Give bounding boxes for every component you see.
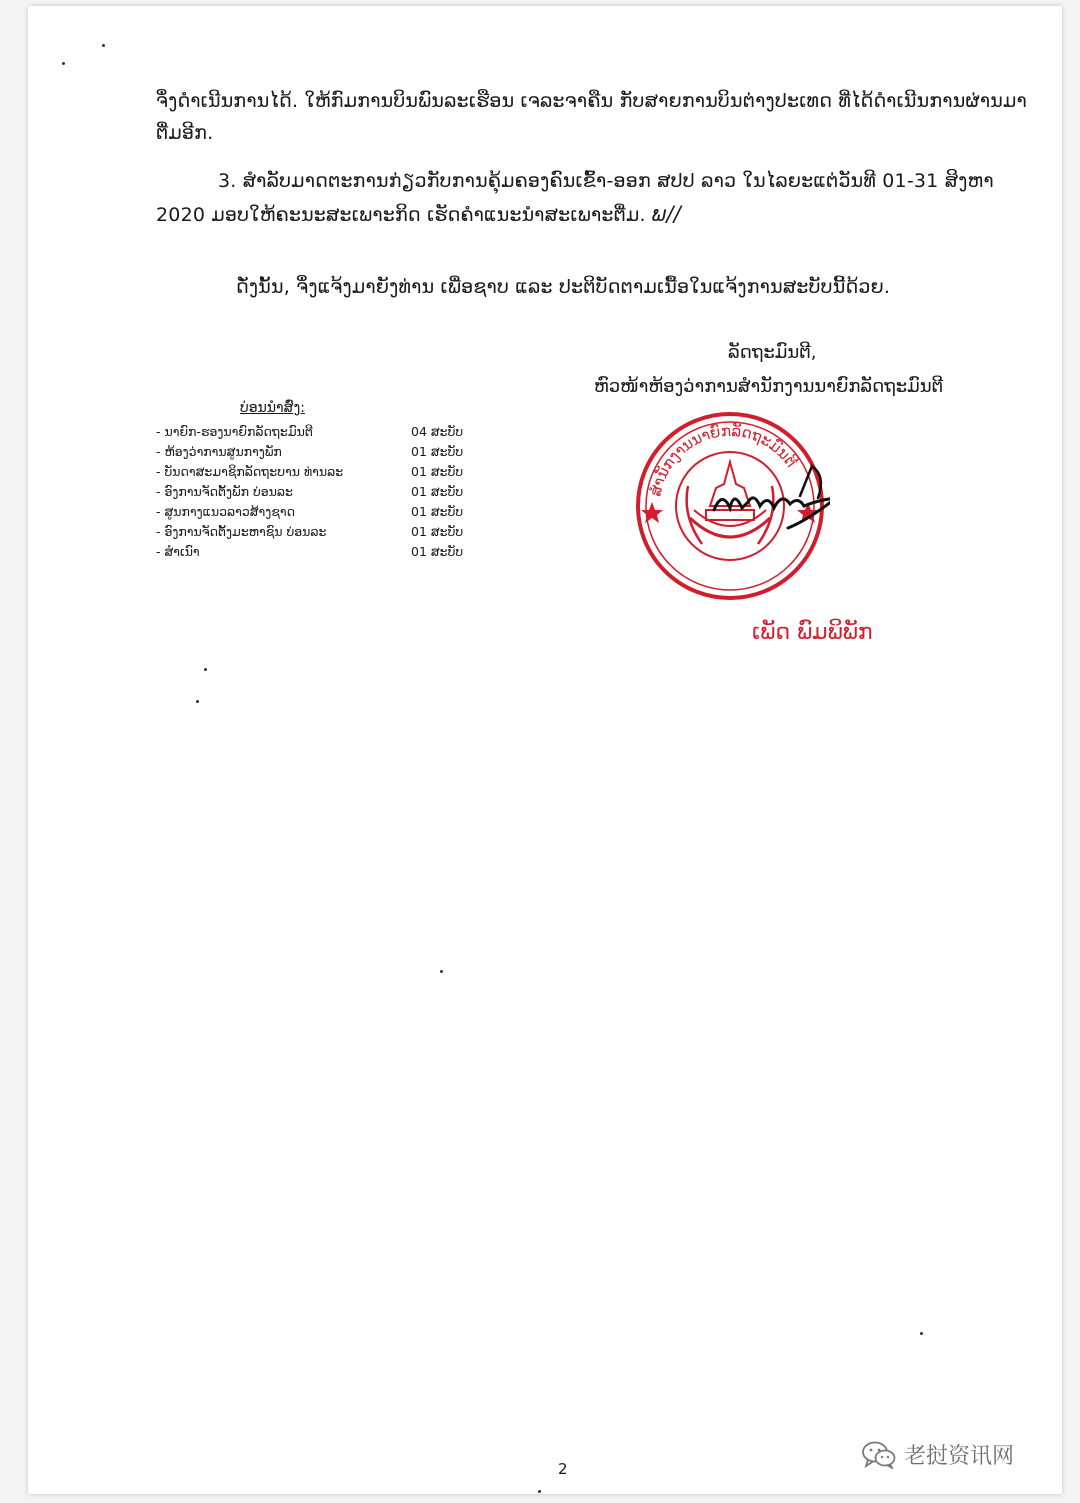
scan-speck <box>102 44 105 47</box>
body-line-1: ຈຶ່ງດຳເນີນການໄດ້. ໃຫ້ກົມການບິນພົນລະເຮືອນ ເຈລະຈາຄືນ ກັບສາຍການບິນຕ່າງປະເທດ ທີ່ໄດ້ດຳເນີນການຜ່ານມາ <box>156 90 1027 112</box>
body-line-2: ຕື່ມອີກ. <box>156 122 214 144</box>
scan-speck <box>204 668 207 671</box>
body-line-4-text: 2020 ມອບໃຫ້ຄະນະສະເພາະກິດ ເຮັດຄຳແນະນຳສະເພາະຕື່ມ. <box>156 204 646 226</box>
list-item <box>156 422 476 442</box>
scan-speck <box>538 1490 541 1493</box>
signer-name: ເພັດ ພົມພິພັກ <box>752 620 873 645</box>
body-line-3: 3. ສຳລັບມາດຕະການກ່ຽວກັບການຄຸ້ມຄອງຄົນເຂົ້າ-ອອກ ສປປ ລາວ ໃນໄລຍະແຕ່ວັນທີ 01-31 ສິງຫາ <box>218 170 994 192</box>
scan-speck <box>920 1332 923 1335</box>
seal-text: ສຳນັກງານນາຍົກລັດຖະມົນຕີ <box>646 421 801 499</box>
cc-copies: 01 ສະບັບ <box>411 484 464 499</box>
cc-recipient: - ສຳເນົາ <box>156 544 200 559</box>
cc-recipient: - ອົງການຈັດຕັ້ງມະຫາຊົນ ບ່ອນລະ <box>156 524 327 539</box>
scan-speck <box>62 62 65 65</box>
watermark-text: 老挝资讯网 <box>904 1444 1015 1469</box>
cc-copies: 01 ສະບັບ <box>411 524 464 539</box>
cc-recipient: - ບັນດາສະມາຊິກລັດຖະບານ ທ່ານລະ <box>156 464 344 479</box>
closing-paragraph: ດັ່ງນັ້ນ, ຈຶ່ງແຈ້ງມາຍັງທ່ານ ເພື່ອຊາບ ແລະ ປະຕິບັດຕາມເນື້ອໃນແຈ້ງການສະບັບນີ້ດ້ວຍ. <box>236 276 891 298</box>
body-line-4 <box>156 202 681 226</box>
signer-title: ລັດຖະມົນຕີ, <box>728 342 817 363</box>
cc-copies: 01 ສະບັບ <box>411 504 464 519</box>
cc-recipient: - ອົງການຈັດຕັ້ງພັກ ບ່ອນລະ <box>156 484 293 499</box>
watermark <box>862 1439 1014 1470</box>
cc-recipient: - ສູນກາງແນວລາວສ້າງຊາດ <box>156 504 295 519</box>
scan-speck <box>196 700 199 703</box>
list-item <box>156 442 476 462</box>
page-number: 2 <box>558 1460 568 1478</box>
list-item <box>156 502 476 522</box>
wechat-icon <box>862 1441 896 1469</box>
cc-copies: 01 ສະບັບ <box>411 544 464 559</box>
list-item <box>156 542 476 562</box>
cc-copies: 04 ສະບັບ <box>411 424 464 439</box>
cc-copies: 01 ສະບັບ <box>411 464 464 479</box>
document-page <box>28 6 1062 1494</box>
list-item <box>156 522 476 542</box>
cc-copies: 01 ສະບັບ <box>411 444 464 459</box>
official-seal-stamp <box>630 406 830 606</box>
list-item <box>156 462 476 482</box>
handwritten-initials: ພ// <box>651 202 681 226</box>
cc-heading: ບ່ອນນຳສົ່ງ: <box>240 400 305 416</box>
signer-role: ຫົວໜ້າຫ້ອງວ່າການສຳນັກງານນາຍົກລັດຖະມົນຕີ <box>594 376 944 397</box>
cc-recipient: - ຫ້ອງວ່າການສູນກາງພັກ <box>156 444 282 459</box>
list-item <box>156 482 476 502</box>
cc-list <box>156 422 476 562</box>
scan-speck <box>440 970 443 973</box>
svg-text:ສຳນັກງານນາຍົກລັດຖະມົນຕີ <box>646 421 801 498</box>
cc-recipient: - ນາຍົກ-ຮອງນາຍົກລັດຖະມົນຕີ <box>156 424 313 439</box>
